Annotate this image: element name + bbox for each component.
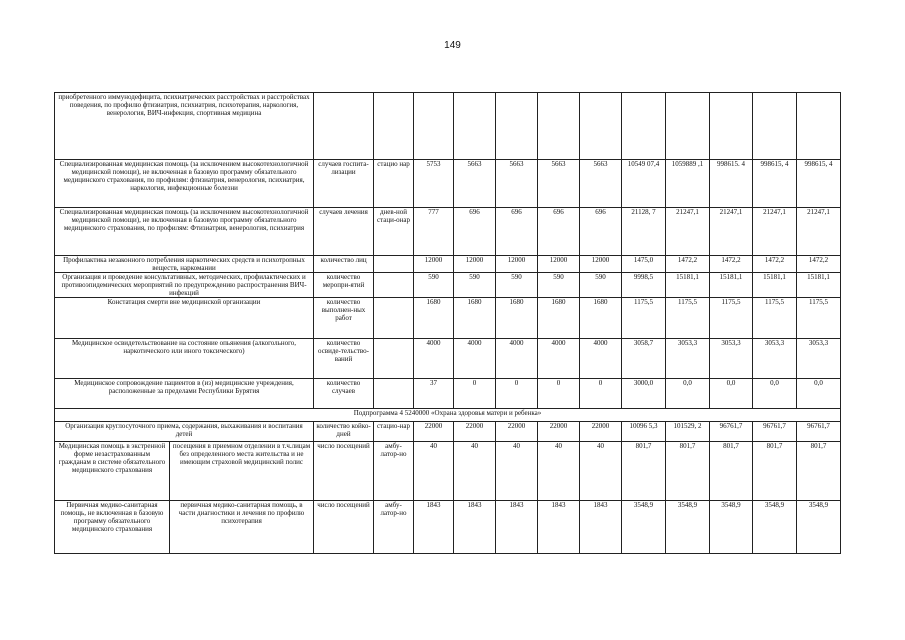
unit-cell: число посещений: [314, 501, 374, 554]
unit-cell: количество освиде-тельство-ваний: [314, 339, 374, 379]
condition-cell: амбу-латор-но: [374, 501, 414, 554]
service-name: приобретенного иммунодефицита, психиатрических расстройствах и расстройствах поведения, по профилю фтизиатрия, психиатрия, психотерапия, наркология, венерология, ВИЧ-инфекция, спортивная медицина: [55, 93, 314, 160]
condition-cell: [374, 339, 414, 379]
table-row: Профилактика незаконного потребления наркотических средств и психотропных веществ, наркомании количество лиц 12000 12000 12000 12000 12000 1475,0 1472,2 1472,2 1472,2 1472,2: [55, 256, 841, 273]
service-name: Профилактика незаконного потребления наркотических средств и психотропных веществ, наркомании: [55, 256, 314, 273]
unit-cell: количество меропри-ятий: [314, 273, 374, 298]
condition-cell: [374, 256, 414, 273]
table-row: [55, 93, 841, 160]
unit-cell: случаев лечения: [314, 208, 374, 256]
unit-cell: количество койко-дней: [314, 422, 374, 442]
unit-cell: количество выполнен-ных работ: [314, 298, 374, 339]
service-name: Специализированная медицинская помощь (за исключением высокотехнологичной медицинской помощи), не включенная в базовую программу обязательного медицинского страхования, по профилям: фтизиатрия, венерология, психиатрия, наркология, инфекционные болезни: [55, 160, 314, 208]
service-name: Организация и проведение консультативных, методических, профилактических и противоэпидемических мероприятий по предупреждению распространения ВИЧ-инфекций: [55, 273, 314, 298]
condition-cell: [374, 379, 414, 409]
table-row: Первичная медико-санитарная помощь, не включенная в базовую программу обязательного медицинского страхования первичная медико-санитарная помощь, в части диагностики и лечения по профилю психотерапия число посещений амбу-латор-но 1843 1843 1843 1843 1843 3548,9 3548,9 3548,9 3548,9 3548,9: [55, 501, 841, 554]
table-row: Специализированная медицинская помощь (за исключением высокотехнологичной медицинской помощи), не включенная в базовую программу обязательного медицинского страхования, по профилям: Фтизиатрия, венерология, психиатрия случаев лечения днев-ной стаци-онар 777 696 696 696 696 21128, 7 21247,1 21247,1 21247,1 21247,1: [55, 208, 841, 256]
service-name: Медицинское сопровождение пациентов в (из) медицинские учреждения, расположенные за пределами Республики Бурятия: [55, 379, 314, 409]
subprogram-title: Подпрограмма 4 5240000 «Охрана здоровья матери и ребенка»: [55, 409, 841, 422]
service-description: первичная медико-санитарная помощь, в части диагностики и лечения по профилю психотерапия: [170, 501, 314, 554]
unit-cell: количество лиц: [314, 256, 374, 273]
services-table: [54, 92, 841, 554]
service-name: Первичная медико-санитарная помощь, не включенная в базовую программу обязательного медицинского страхования: [55, 501, 170, 554]
table-row: Организация круглосуточного приема, содержания, выхаживания и воспитания детей количество койко-дней стацио-нар 22000 22000 22000 22000 22000 10096 5,3 101529, 2 96761,7 96761,7 96761,7: [55, 422, 841, 442]
table-row: Медицинская помощь в экстренной форме незастрахованным гражданам в системе обязательного медицинского страхования посещения в приемном отделении в т.ч.лицам без определенного места жительства и не имеющим страховой медицинский полис число посещений амбу-латор-но 40 40 40 40 40 801,7 801,7 801,7 801,7 801,7: [55, 442, 841, 501]
service-description: посещения в приемном отделении в т.ч.лицам без определенного места жительства и не имеющим страховой медицинский полис: [170, 442, 314, 501]
condition-cell: днев-ной стаци-онар: [374, 208, 414, 256]
table-row: Специализированная медицинская помощь (за исключением высокотехнологичной медицинской помощи), не включенная в базовую программу обязательного медицинского страхования, по профилям: фтизиатрия, венерология, психиатрия, наркология, инфекционные болезни случаев госпита-лизации стацио нар 5753 5663 5663 5663 5663 10549 07,4 1059889 ,1 998615. 4 998615, 4 998615, 4: [55, 160, 841, 208]
service-name: Медицинское освидетельствование на состояние опьянения (алкогольного, наркотического или иного токсического): [55, 339, 314, 379]
table-row: Медицинское освидетельствование на состояние опьянения (алкогольного, наркотического или иного токсического) количество освиде-тельство-ваний 4000 4000 4000 4000 4000 3058,7 3053,3 3053,3 3053,3 3053,3: [55, 339, 841, 379]
page-number: 149: [444, 40, 461, 51]
unit-cell: количество случаев: [314, 379, 374, 409]
condition-cell: стацио-нар: [374, 422, 414, 442]
unit-cell: случаев госпита-лизации: [314, 160, 374, 208]
table-row: Констатация смерти вне медицинской организации количество выполнен-ных работ 1680 1680 1680 1680 1680 1175,5 1175,5 1175,5 1175,5 1175,5: [55, 298, 841, 339]
condition-cell: [374, 298, 414, 339]
unit-cell: число посещений: [314, 442, 374, 501]
condition-cell: [374, 273, 414, 298]
condition-cell: амбу-латор-но: [374, 442, 414, 501]
table-row: Медицинское сопровождение пациентов в (из) медицинские учреждения, расположенные за пределами Республики Бурятия количество случаев 37 0 0 0 0 3000,0 0,0 0,0 0,0 0,0: [55, 379, 841, 409]
subprogram-row: [55, 409, 841, 422]
service-name: Специализированная медицинская помощь (за исключением высокотехнологичной медицинской помощи), не включенная в базовую программу обязательного медицинского страхования, по профилям: Фтизиатрия, венерология, психиатрия: [55, 208, 314, 256]
table-row: Организация и проведение консультативных, методических, профилактических и противоэпидемических мероприятий по предупреждению распространения ВИЧ-инфекций количество меропри-ятий 590 590 590 590 590 9998,5 15181,1 15181,1 15181,1 15181,1: [55, 273, 841, 298]
service-name: Организация круглосуточного приема, содержания, выхаживания и воспитания детей: [55, 422, 314, 442]
condition-cell: стацио нар: [374, 160, 414, 208]
service-name: Констатация смерти вне медицинской организации: [55, 298, 314, 339]
service-name: Медицинская помощь в экстренной форме незастрахованным гражданам в системе обязательного медицинского страхования: [55, 442, 170, 501]
